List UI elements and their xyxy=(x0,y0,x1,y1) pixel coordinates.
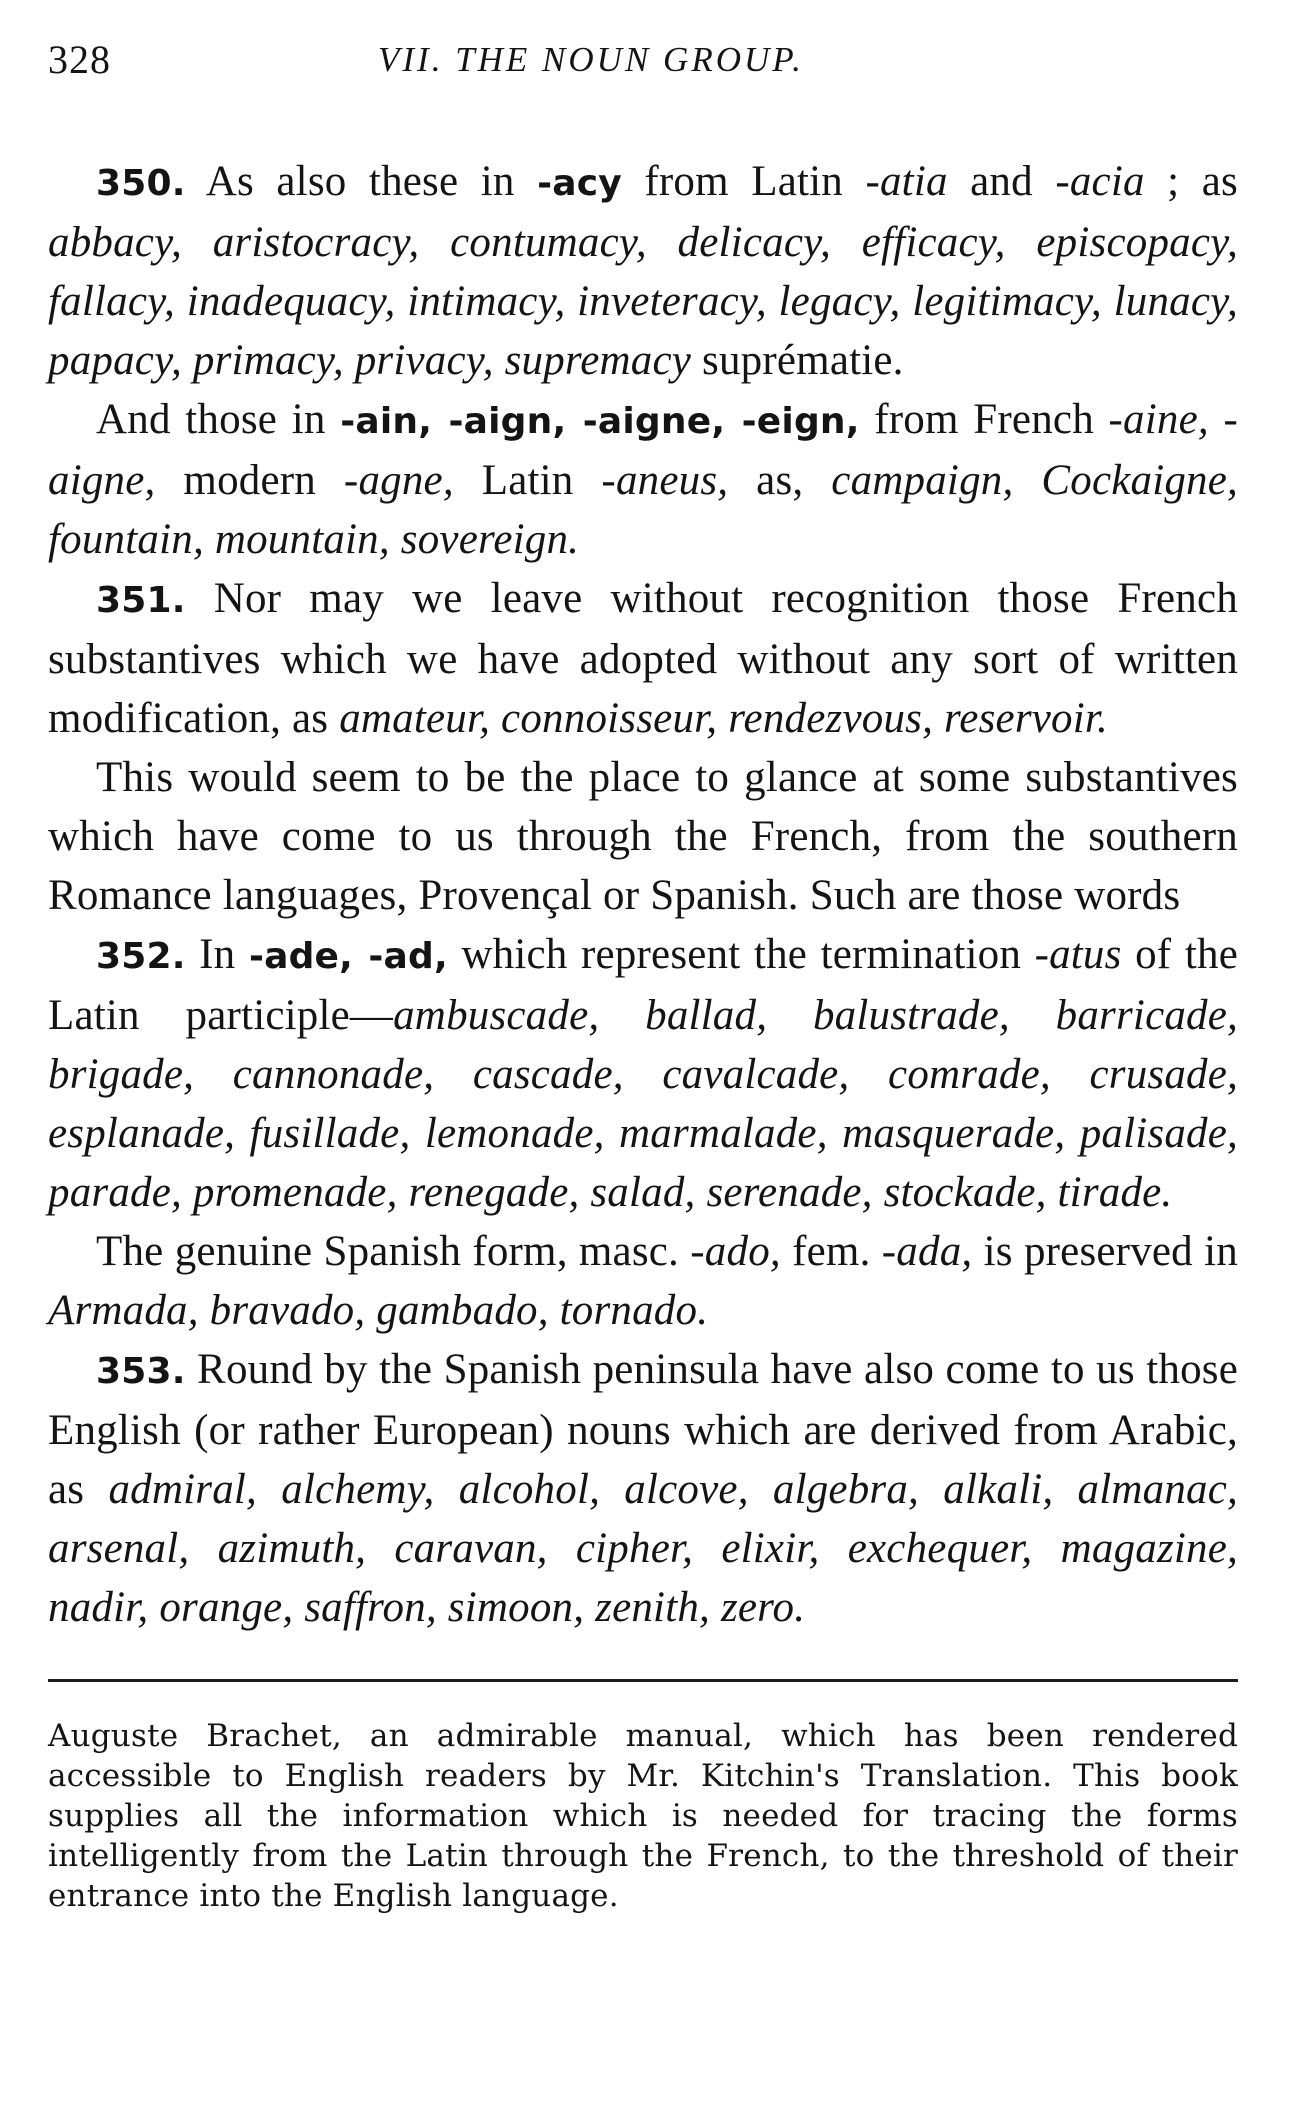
text-run: ; as xyxy=(1144,158,1238,205)
word-list: abbacy, aristocracy, contumacy, delicacy, efficacy, episcopacy, fallacy, inadequacy, intimacy, inveteracy, legacy, legitimacy, lunacy, papacy, primacy, privacy, supremacy xyxy=(48,219,1238,384)
word-list: ambuscade, ballad, balustrade, barricade, brigade, cannonade, cascade, cavalcade, comrade, crusade, esplanade, fusillade, lemonade, marmalade, masquerade, palisade, parade, promenade, renegade, salad, serenade, stockade, tirade. xyxy=(48,992,1238,1216)
italic-term: -ada, xyxy=(881,1228,973,1275)
suffix-term: -acy xyxy=(537,163,622,204)
paragraph-352 xyxy=(48,925,1238,1222)
text-run: Round by the Spanish peninsula have also come to us those English (or rather European) nouns which are derived from Arabic, as xyxy=(48,1346,1238,1513)
italic-term: -ado, xyxy=(690,1228,781,1275)
italic-term: -atia xyxy=(865,158,948,205)
text-run: fem. xyxy=(780,1228,882,1275)
text-run: which represent the termination xyxy=(447,931,1035,978)
text-run: Nor may we leave without recognition those French substantives which we have adopted without any sort of written modification, as xyxy=(48,575,1238,742)
paragraph-351 xyxy=(48,569,1238,748)
text-run: In xyxy=(185,931,249,978)
italic-term: -acia xyxy=(1055,158,1145,205)
suffix-term: -ade, -ad, xyxy=(248,936,448,977)
paragraph-ain xyxy=(48,390,1238,569)
section-number: 351. xyxy=(96,580,186,621)
footnote: Auguste Brachet, an admirable manual, which has been rendered accessible to English readers by Mr. Kitchin's Translation. This book supplies all the information which is needed for tracing the forms intelligently from the Latin through the French, to the threshold of their entrance into the English language. xyxy=(48,1718,1238,1914)
italic-term: -agne, xyxy=(343,457,454,504)
text-run: is preserved in xyxy=(972,1228,1238,1275)
footnote-divider xyxy=(48,1679,1238,1682)
suffix-term: -ain, -aign, -aigne, -eign, xyxy=(340,401,860,442)
text-run: As also these in xyxy=(185,158,538,205)
italic-term: -aine, -aigne, xyxy=(48,396,1238,504)
paragraph-353 xyxy=(48,1340,1238,1637)
book-page xyxy=(48,24,1238,1916)
page-header xyxy=(48,24,1238,94)
text-run: suprématie. xyxy=(691,337,904,384)
paragraph-romance xyxy=(48,748,1238,925)
word-list: Armada, bravado, gambado, tornado. xyxy=(48,1287,709,1334)
paragraph-350 xyxy=(48,152,1238,390)
text-run: from Latin xyxy=(621,158,866,205)
text-run: as, xyxy=(728,457,832,504)
text-run: Latin xyxy=(453,457,602,504)
text-run: And those in xyxy=(96,396,341,443)
italic-term: -aneus, xyxy=(601,457,729,504)
text-run: This would seem to be the place to glance at some substantives which have come to us through the French, from the southern Romance languages, Provençal or Spanish. Such are those words xyxy=(48,754,1238,919)
paragraph-spanish xyxy=(48,1222,1238,1340)
text-run: of the Latin participle— xyxy=(48,931,1238,1039)
running-head: VII. THE NOUN GROUP. xyxy=(378,40,804,79)
section-number: 350. xyxy=(96,163,186,204)
section-number: 353. xyxy=(96,1351,186,1392)
word-list: campaign, Cockaigne, fountain, mountain, sovereign. xyxy=(48,457,1238,563)
word-list: amateur, connoisseur, rendezvous, reservoir. xyxy=(339,695,1108,742)
main-text xyxy=(48,152,1238,1637)
italic-term: -atus xyxy=(1034,931,1122,978)
page-number: 328 xyxy=(48,37,111,82)
word-list: admiral, alchemy, alcohol, alcove, algebra, alkali, almanac, arsenal, azimuth, caravan, cipher, elixir, exchequer, magazine, nadir, orange, saffron, simoon, zenith, zero. xyxy=(48,1466,1238,1631)
text-run: and xyxy=(947,158,1056,205)
text-run: from French xyxy=(859,396,1109,443)
text-run: The genuine Spanish form, masc. xyxy=(96,1228,691,1275)
text-run: modern xyxy=(155,457,344,504)
section-number: 352. xyxy=(96,936,186,977)
